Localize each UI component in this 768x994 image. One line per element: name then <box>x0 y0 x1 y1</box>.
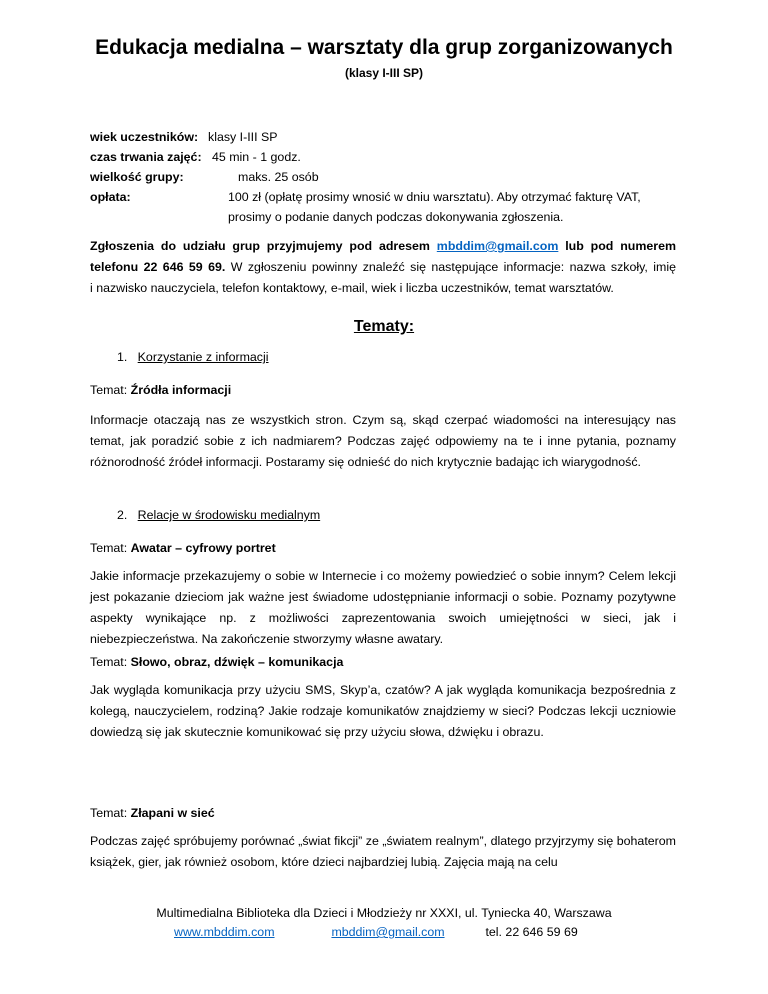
registration-requirements: W zgłoszeniu powinny znaleźć się następujące informacje: nazwa szkoły, imię <box>230 260 676 274</box>
section-2-topic-1 <box>90 538 676 559</box>
footer-email-link[interactable]: mbddim@gmail.com <box>331 925 445 939</box>
section-2-topic-1-text: Jakie informacje przekazujemy o sobie w Internecie i co możemy powiedzieć o sobie innym? Celem lekcji jest pokazanie dzieciom jak ważne jest świadome udostępnianie informacji o sobie. Poznamy pozytywne aspekty wynikające np. z możliwości zaprezentowania swoich umiejętności w sieci, jak i niebezpieczeństwa. Na zakończenie stworzymy własne awatary. <box>90 569 676 646</box>
section-2-number: 2. <box>117 508 128 522</box>
registration-line1 <box>90 236 676 257</box>
topic-label: Temat: <box>90 383 128 397</box>
topic-name: Źródła informacji <box>130 383 232 397</box>
footer-contact <box>174 925 578 939</box>
page-subtitle: (klasy I-III SP) <box>344 66 424 80</box>
topic-name: Słowo, obraz, dźwięk – komunikacja <box>130 655 344 669</box>
registration-line3: i nazwisko nauczyciela, telefon kontaktowy, e-mail, wiek i liczba uczestników, temat warsztatów. <box>90 281 614 295</box>
section-1-title: Korzystanie z informacji <box>137 350 269 364</box>
topic-label: Temat: <box>90 655 128 669</box>
registration-text-start: Zgłoszenia do udziału grup przyjmujemy pod adresem <box>90 239 430 253</box>
group-value: maks. 25 osób <box>238 170 319 184</box>
footer-phone: tel. 22 646 59 69 <box>485 925 578 939</box>
section-2-topic-2-text: Jak wygląda komunikacja przy użyciu SMS, Skyp’a, czatów? A jak wygląda komunikacja bezpośrednia z kolegą, nauczycielem, rodziną? Jakie rodzaje komunikatów znajdziemy w sieci? Podczas lekcji uczniowie dowiedzą się jak skutecznie komunikować się przy użyciu słowa, dźwięku i obrazu. <box>90 683 676 739</box>
footer-website-link[interactable]: www.mbddim.com <box>174 925 275 939</box>
section-2-heading <box>117 508 320 522</box>
topics-heading: Tematy: <box>353 318 415 335</box>
registration-text-end: lub pod numerem <box>565 239 676 253</box>
fee-label: opłata: <box>90 190 131 204</box>
topic-name: Złapani w sieć <box>130 806 215 820</box>
section-2-topic-3-text: Podczas zajęć spróbujemy porównać „świat fikcji” ze „światem realnym”, dlatego przyjrzymy się bohaterom książek, gier, jak również osobom, które dzieci najbardziej lubią. Zajęcia mają na celu <box>90 834 676 869</box>
duration-value: 45 min - 1 godz. <box>212 150 301 164</box>
registration-line2 <box>90 257 676 278</box>
age-value: klasy I-III SP <box>208 130 278 144</box>
topic-label: Temat: <box>90 541 128 555</box>
registration-email-link[interactable]: mbddim@gmail.com <box>436 239 559 253</box>
group-label: wielkość grupy: <box>90 170 184 184</box>
registration-phone: telefonu 22 646 59 69. <box>90 260 226 274</box>
fee-value-line2: prosimy o podanie danych podczas dokonywania zgłoszenia. <box>228 210 564 224</box>
age-label: wiek uczestników: <box>90 130 199 144</box>
section-2-topic-3 <box>90 803 676 824</box>
section-1-number: 1. <box>117 350 128 364</box>
page-title: Edukacja medialna – warsztaty dla grup zorganizowanych <box>95 36 673 59</box>
section-1-heading <box>117 350 269 364</box>
section-1-topic <box>90 380 676 401</box>
footer-address: Multimedialna Biblioteka dla Dzieci i Młodzieży nr XXXI, ul. Tyniecka 40, Warszawa <box>156 906 612 920</box>
section-1-text: Informacje otaczają nas ze wszystkich stron. Czym są, skąd czerpać wiadomości na interesujący nas temat, jak poradzić sobie z ich nadmiarem? Podczas zajęć odpowiemy na te i inne pytania, poznamy różnorodność źródeł informacji. Postaramy się odnieść do nich krytycznie badając ich wiarygodność. <box>90 413 676 469</box>
section-2-title: Relacje w środowisku medialnym <box>137 508 321 522</box>
topic-label: Temat: <box>90 806 128 820</box>
duration-label: czas trwania zajęć: <box>90 150 202 164</box>
fee-value-line1: 100 zł (opłatę prosimy wnosić w dniu warsztatu). Aby otrzymać fakturę VAT, <box>228 190 641 204</box>
section-2-topic-2 <box>90 652 676 673</box>
topic-name: Awatar – cyfrowy portret <box>130 541 276 555</box>
